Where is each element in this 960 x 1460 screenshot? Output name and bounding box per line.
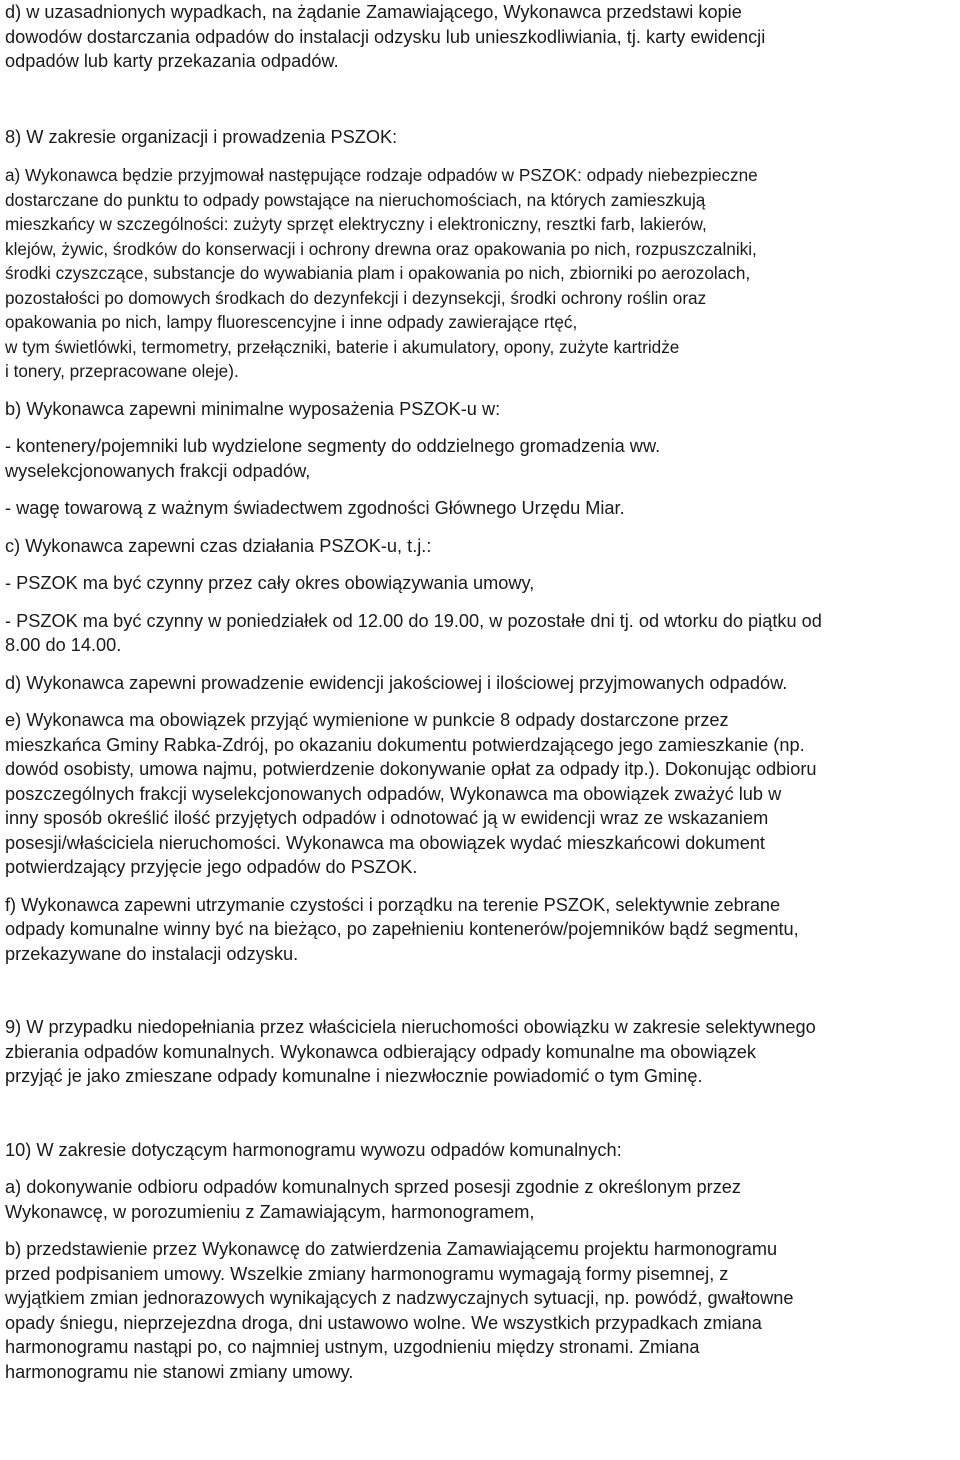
paragraph-10a: a) dokonywanie odbioru odpadów komunalnych sprzed posesji zgodnie z określonym przez Wykonawcę, w porozumieniu z Zamawiającym, harmonogramem, <box>5 1177 741 1222</box>
spacer <box>5 483 957 496</box>
paragraph-8d: d) Wykonawca zapewni prowadzenie ewidencji jakościowej i ilościowej przyjmowanych odpadów. <box>5 672 788 693</box>
spacer <box>5 421 957 434</box>
paragraph-10b: b) przedstawienie przez Wykonawcę do zatwierdzenia Zamawiającemu projektu harmonogramu przed podpisaniem umowy. Wszelkie zmiany harmonogramu wymagają formy pisemnej, z wyjątkiem zmian jednorazowych wynikających z nadzwyczajnych sytuacji, np. powódź, gwałtowne opady śniegu, nieprzejezdna droga, dni ustawowo wolne. We wszystkich przypadkach zmiana harmonogramu nastąpi po, co najmniej ustnym, uzgodnieniu między stronami. Zmiana harmonogramu nie stanowi zmiany umowy. <box>5 1239 794 1382</box>
spacer <box>5 658 957 671</box>
spacer <box>5 1162 957 1175</box>
paragraph-8b: b) Wykonawca zapewni minimalne wyposażenia PSZOK-u w: <box>5 398 501 419</box>
section-8-heading: 8) W zakresie organizacji i prowadzenia PSZOK: <box>5 126 398 147</box>
spacer <box>5 74 957 125</box>
spacer <box>5 149 957 163</box>
spacer <box>5 1089 957 1138</box>
paragraph-8c: c) Wykonawca zapewni czas działania PSZOK-u, t.j.: <box>5 535 432 556</box>
paragraph-8a: a) Wykonawca będzie przyjmował następujące rodzaje odpadów w PSZOK: odpady niebezpieczne dostarczane do punktu to odpady powstające na nieruchomościach, na których zamieszkują mieszkańcy w szczególności: zużyty sprzęt elektryczny i elektroniczny, resztki farb, lakierów, klejów, żywic, środków do konserwacji i ochrony drewna oraz opakowania po nich, rozpuszczalniki, środki czyszczące, substancje do wywabiania plam i opakowania po nich, zbiorniki po aerozolach, pozostałości po domowych środkach do dezynfekcji i dezynsekcji, środki ochrony roślin oraz opakowania po nich, lampy fluorescencyjne i inne odpady zawierające rtęć, w tym świetlówki, termometry, przełączniki, baterie i akumulatory, opony, zużyte kartridże i tonery, przepracowane oleje). <box>5 165 758 381</box>
spacer <box>5 596 957 609</box>
paragraph-8f: f) Wykonawca zapewni utrzymanie czystości i porządku na terenie PSZOK, selektywnie zebrane odpady komunalne winny być na bieżąco, po zapełnieniu kontenerów/pojemników bądź segmentu, przekazywane do instalacji odzysku. <box>5 894 799 964</box>
document-page <box>5 0 957 1384</box>
spacer <box>5 880 957 893</box>
paragraph-8e: e) Wykonawca ma obowiązek przyjąć wymienione w punkcie 8 odpady dostarczone przez mieszkańca Gminy Rabka-Zdrój, po okazaniu dokumentu potwierdzającego jego zamieszkanie (np. dowód osobisty, umowa najmu, potwierdzenie dokonywanie opłat za odpady itp.). Dokonując odbioru poszczególnych frakcji wyselekcjonowanych odpadów, Wykonawca ma obowiązek zważyć lub w inny sposób określić ilość przyjętych odpadów i odnotować ją w ewidencji wraz ze wskazaniem posesji/właściciela nieruchomości. Wykonawca ma obowiązek wydać mieszkańcowi dokument potwierdzający przyjęcie jego odpadów do PSZOK. <box>5 710 817 877</box>
paragraph-8d-continuation: d) w uzasadnionych wypadkach, na żądanie Zamawiającego, Wykonawca przedstawi kopie dowodów dostarczania odpadów do instalacji odzysku lub unieszkodliwiania, tj. karty ewidencji odpadów lub karty przekazania odpadów. <box>5 2 766 71</box>
spacer <box>5 521 957 534</box>
spacer <box>5 966 957 1015</box>
paragraph-8b-item-1: - kontenery/pojemniki lub wydzielone segmenty do oddzielnego gromadzenia ww. wyselekcjonowanych frakcji odpadów, <box>5 436 661 481</box>
paragraph-8c-item-2: - PSZOK ma być czynny w poniedziałek od 12.00 do 19.00, w pozostałe dni tj. od wtorku do piątku od 8.00 do 14.00. <box>5 610 822 655</box>
spacer <box>5 558 957 571</box>
spacer <box>5 695 957 708</box>
spacer <box>5 384 957 397</box>
paragraph-9: 9) W przypadku niedopełniania przez właściciela nieruchomości obowiązku w zakresie selektywnego zbierania odpadów komunalnych. Wykonawca odbierający odpady komunalne ma obowiązek przyjąć je jako zmieszane odpady komunalne i niezwłocznie powiadomić o tym Gminę. <box>5 1017 816 1086</box>
section-10-heading: 10) W zakresie dotyczącym harmonogramu wywozu odpadów komunalnych: <box>5 1139 622 1160</box>
paragraph-8b-item-2: - wagę towarową z ważnym świadectwem zgodności Głównego Urzędu Miar. <box>5 498 625 518</box>
paragraph-8c-item-1: - PSZOK ma być czynny przez cały okres obowiązywania umowy, <box>5 573 535 593</box>
spacer <box>5 1224 957 1237</box>
